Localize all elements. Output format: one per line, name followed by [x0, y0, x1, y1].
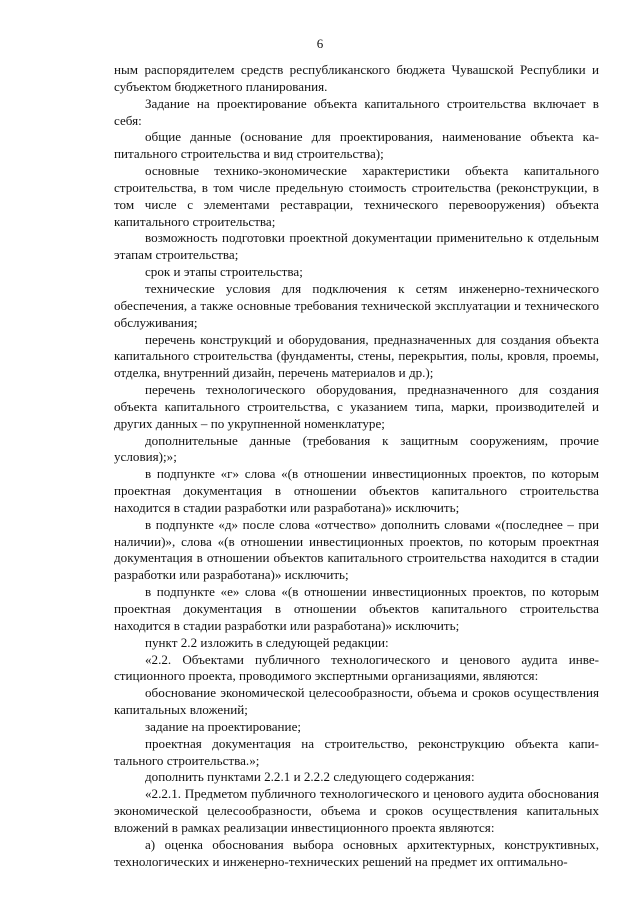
paragraph: перечень конструкций и оборудования, предназначенных для создания объекта капитального строительства (фундаменты, стены, перекрытия, полы, кровля, проемы, отделка, внутренний дизайн, перечень материалов и др.);: [114, 331, 599, 381]
paragraph: в подпункте «е» слова «(в отношении инвестиционных проектов, по которым проектная документация в отношении объектов капитального строительства находится в стадии разработки или разработана)» исключить;: [114, 584, 599, 633]
paragraph: в подпункте «д» после слова «отчество» дополнить словами «(последнее – при наличии)», слова «(в отношении инвестиционных проектов, по которым проектная документация в отношении объектов капитального строительства находится в стадии разработки или разработана)» исключить;: [114, 516, 599, 583]
paragraph: Задание на проектирование объекта капитального строительства включает в себя:: [114, 95, 599, 128]
paragraph: обоснование экономической целесообразности, объема и сроков осуществления капитальных вложений;: [114, 685, 599, 718]
paragraph: основные технико-экономические характеристики объекта капитального строительства, в том числе предельную стоимость строительства (реконструкции, в том числе с элементами реставрации, технического перевооружения) объекта капитального строительства;: [114, 163, 599, 229]
document-body: [114, 62, 599, 871]
paragraph: а) оценка обоснования выбора основных архитектурных, конструктивных, технологических и инженерно-технических решений на предмет их оптимально-: [114, 836, 599, 869]
paragraph: пункт 2.2 изложить в следующей редакции:: [145, 634, 389, 650]
paragraph: задание на проектирование;: [145, 718, 302, 734]
page-number: 6: [316, 36, 324, 51]
paragraph: срок и этапы строительства;: [145, 264, 303, 280]
paragraph-continuation: ным распорядителем средств республиканского бюджета Чувашской Республики и субъектом бюджетного планирования.: [114, 62, 599, 94]
paragraph: проектная документация на строительство, реконструкцию объекта капитального строительства.»;: [114, 735, 599, 768]
paragraph: возможность подготовки проектной документации применительно к отдельным этапам строительства;: [114, 230, 599, 263]
paragraph: технические условия для подключения к сетям инженерно-технического обеспечения, а также основные требования технической эксплуатации и технического обслуживания;: [114, 280, 599, 330]
paragraph: перечень технологического оборудования, предназначенного для создания объекта капитального строительства, с указанием типа, марки, производителей и других данных – по укрупненной номенклатуре;: [114, 382, 599, 431]
paragraph: дополнить пунктами 2.2.1 и 2.2.2 следующего содержания:: [145, 769, 475, 785]
paragraph: в подпункте «г» слова «(в отношении инвестиционных проектов, по которым проектная документация в отношении объектов капитального строительства находится в стадии разработки или разработана)» исключить;: [114, 466, 599, 515]
paragraph: дополнительные данные (требования к защитным сооружениям, прочие условия);»;: [114, 432, 599, 465]
paragraph: общие данные (основание для проектирования, наименование объекта капитального строительства и вид строительства);: [114, 129, 599, 162]
paragraph: «2.2.1. Предметом публичного технологического и ценового аудита обоснования экономической целесообразности, объема и сроков осуществления капитальных вложений в рамках реализации инвестиционного проекта являются:: [114, 786, 599, 835]
paragraph: «2.2. Объектами публичного технологического и ценового аудита инвестиционного проекта, проводимого экспертными организациями, являются:: [114, 651, 599, 684]
